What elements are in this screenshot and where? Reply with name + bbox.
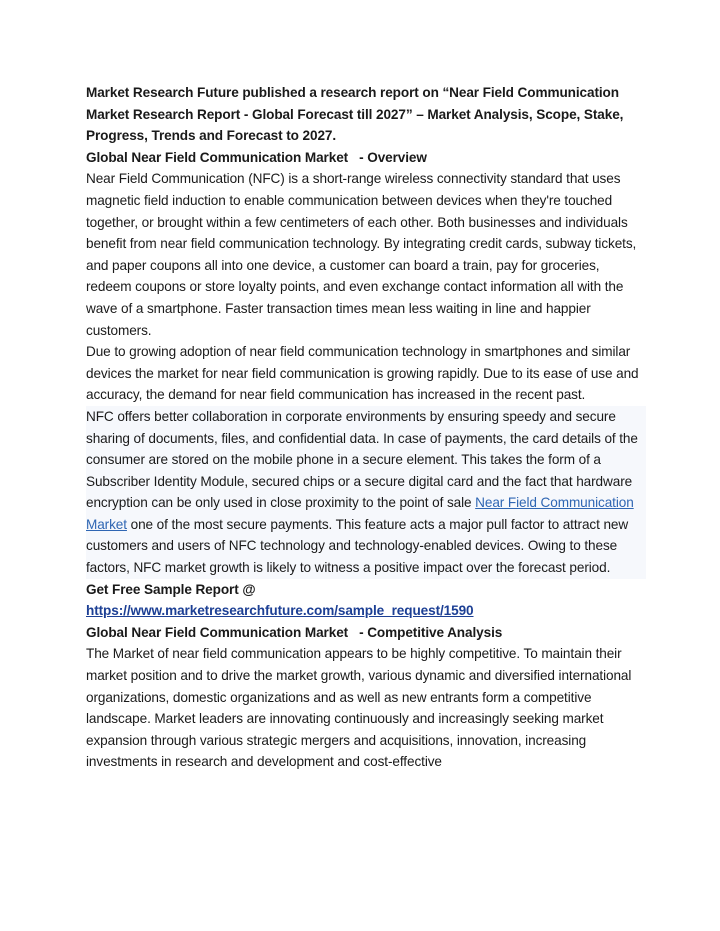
paragraph-3-text-before: NFC offers better collaboration in corporate environments by ensuring speedy and secure sharing of documents, files, and confidential data. In case of payments, the card details of the consumer are stored on the mobile phone in a secure element. This takes the form of a Subscriber Identity Module, secured chips or a secure digital card and the fact that hardware encryption can be only used in close proximity to the point of sale — [86, 408, 638, 511]
sample-report-url-line — [86, 600, 646, 622]
overview-heading: Global Near Field Communication Market - Overview — [86, 149, 427, 165]
overview-paragraph-3 — [86, 406, 646, 579]
overview-paragraph-2: Due to growing adoption of near field communication technology in smartphones and similar devices the market for near field communication is growing rapidly. Due to its ease of use and accuracy, the demand for near field communication has increased in the recent past. — [86, 344, 639, 403]
paragraph-3-text-after: one of the most secure payments. This feature acts a major pull factor to attract new customers and users of NFC technology and technology-enabled devices. Owing to these factors, NFC market growth is likely to witness a positive impact over the forecast period. — [86, 516, 629, 576]
document-page — [86, 82, 646, 773]
nfc-market-link[interactable]: Near Field Communication Market — [86, 495, 634, 532]
intro-title: Market Research Future published a research report on “Near Field Communication Market Research Report - Global Forecast till 2027” – Market Analysis, Scope, Stake, Progress, Trends and Forecast to 2027. — [86, 85, 624, 144]
sample-report-label: Get Free Sample Report @ — [86, 581, 256, 597]
overview-paragraph-1: Near Field Communication (NFC) is a short-range wireless connectivity standard that uses magnetic field induction to enable communication between devices when they're touched together, or brought within a few centimeters of each other. Both businesses and individuals benefit from near field communication technology. By integrating credit cards, subway tickets, and paper coupons all into one device, a customer can board a train, pay for groceries, redeem coupons or store loyalty points, and even exchange contact information all with the wave of a smartphone. Faster transaction times mean less waiting in line and happier customers. — [86, 171, 637, 338]
competitive-paragraph-1: The Market of near field communication appears to be highly competitive. To maintain their market position and to drive the market growth, various dynamic and diversified international organizations, domestic organizations and as well as new entrants form a competitive landscape. Market leaders are innovating continuously and increasingly seeking market expansion through various strategic mergers and acquisitions, innovation, increasing investments in research and development and cost-effective — [86, 646, 632, 770]
competitive-heading: Global Near Field Communication Market - Competitive Analysis — [86, 624, 503, 640]
sample-report-link[interactable]: https://www.marketresearchfuture.com/sample_request/1590 — [86, 603, 474, 619]
